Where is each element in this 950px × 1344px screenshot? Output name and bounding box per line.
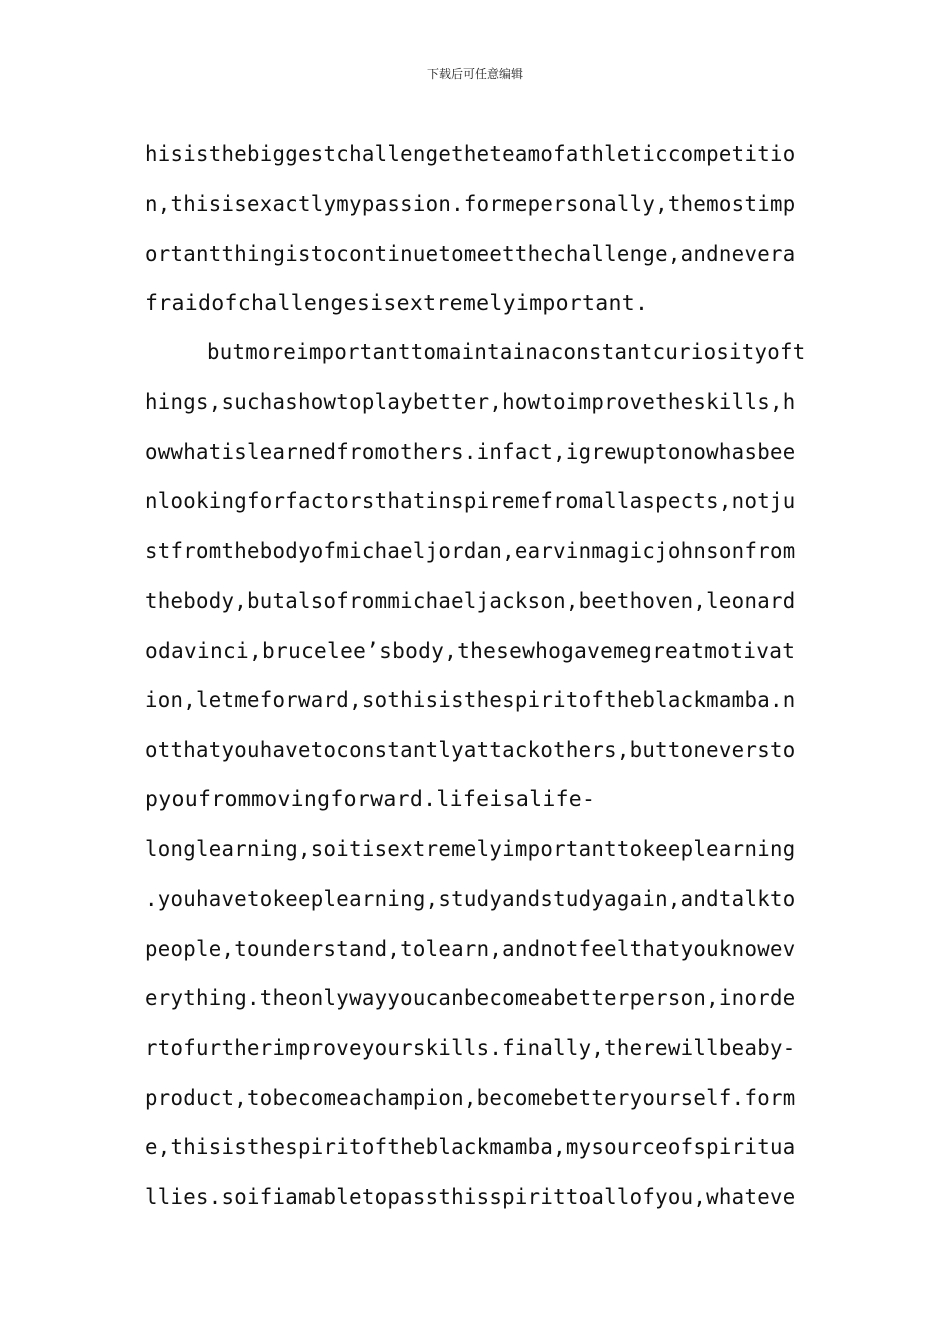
text-line: hisisthebiggestchallengetheteamofathleticcompetitio: [145, 142, 796, 167]
text-line: .youhavetokeeplearning,studyandstudyagain,andtalkto: [145, 887, 796, 912]
paragraph-first-line: butmoreimportanttomaintainaconstantcuriosityoft: [207, 340, 806, 365]
text-line: ortantthingistocontinuetomeetthechallenge,andnevera: [145, 242, 796, 267]
text-line: e,thisisthespiritoftheblackmamba,mysourceofspiritua: [145, 1135, 796, 1160]
text-line: nlookingforfactorsthatinspiremefromallaspects,notju: [145, 489, 796, 514]
page-header: 下载后可任意编辑: [426, 67, 523, 81]
text-line: people,tounderstand,tolearn,andnotfeelthatyouknowev: [145, 937, 796, 962]
text-line: odavinci,brucelee’sbody,thesewhogavemegreatmotivat: [145, 639, 796, 664]
text-line: longlearning,soitisextremelyimportanttokeeplearning: [145, 837, 796, 862]
text-line: fraidofchallengesisextremelyimportant.: [145, 291, 649, 316]
text-line: product,tobecomeachampion,becomebetteryourself.form: [145, 1086, 796, 1111]
text-line: n,thisisexactlymypassion.formepersonally,themostimp: [145, 192, 796, 217]
text-line: stfromthebodyofmichaeljordan,earvinmagicjohnsonfrom: [145, 539, 796, 564]
text-line: llies.soifiamabletopassthisspirittoallofyou,whateve: [145, 1185, 796, 1210]
text-line: thebody,butalsofrommichaeljackson,beethoven,leonard: [145, 589, 796, 614]
text-line: erything.theonlywayyoucanbecomeabetterperson,inorde: [145, 986, 796, 1011]
text-line: pyoufrommovingforward.lifeisalife-: [145, 787, 596, 812]
text-line: owwhatislearnedfromothers.infact,igrewuptonowhasbee: [145, 440, 796, 465]
text-line: otthatyouhavetoconstantlyattackothers,buttoneversto: [145, 738, 796, 763]
text-line: ion,letmeforward,sothisisthespiritoftheblackmamba.n: [145, 688, 796, 713]
text-line: rtofurtherimproveyourskills.finally,therewillbeaby-: [145, 1036, 796, 1061]
text-line: hings,suchashowtoplaybetter,howtoimprovetheskills,h: [145, 390, 796, 415]
